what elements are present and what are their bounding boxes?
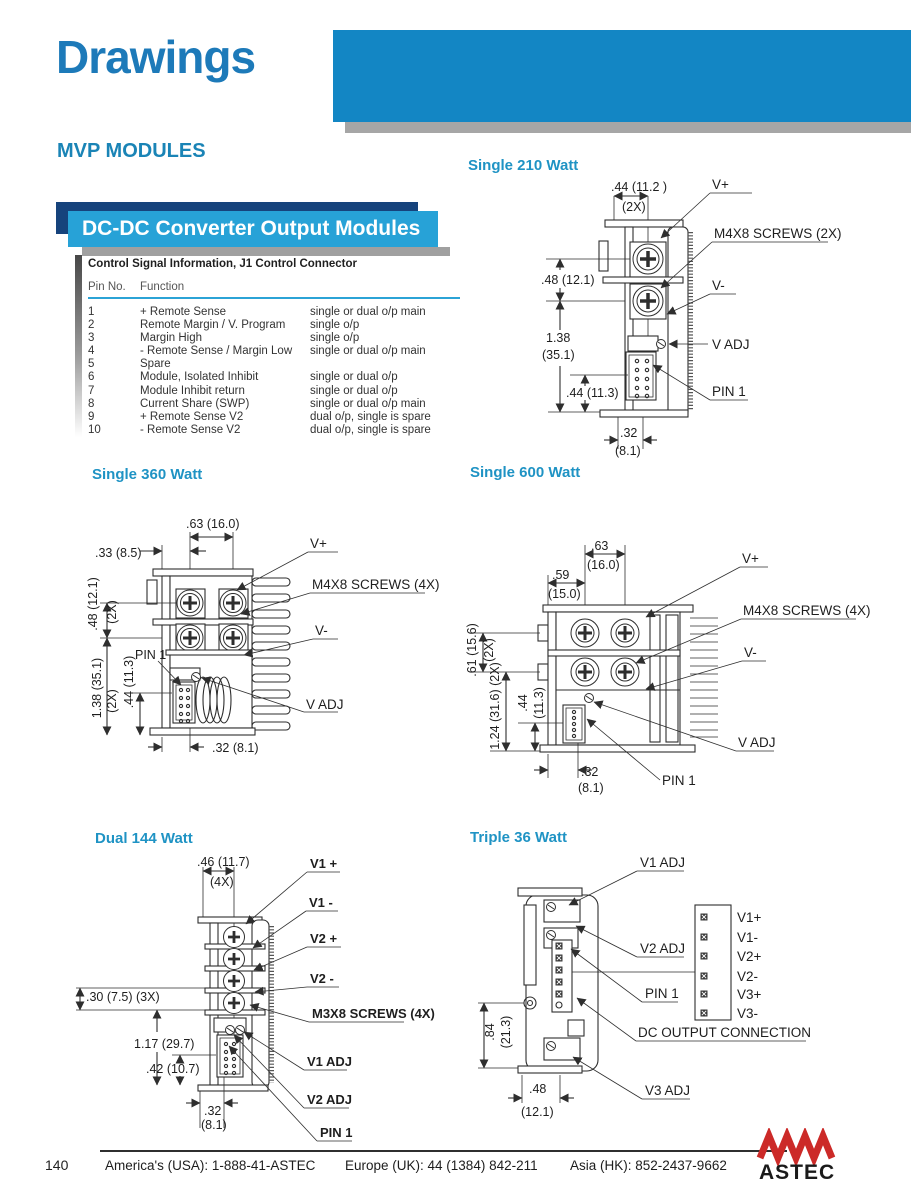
dim-138-2x: (2X) bbox=[105, 689, 119, 713]
pin-no: 5 bbox=[88, 358, 95, 371]
banner-shadow bbox=[82, 247, 450, 256]
pin-no: 6 bbox=[88, 371, 95, 384]
legend-v3plus: V3+ bbox=[737, 987, 762, 1002]
pin-note: single or dual o/p main bbox=[310, 397, 426, 410]
dim-351: (35.1) bbox=[542, 348, 575, 362]
callout-vminus: V- bbox=[712, 278, 725, 293]
callout-screws: M4X8 SCREWS (4X) bbox=[743, 603, 871, 618]
table-row bbox=[88, 345, 460, 358]
pin-function: - Remote Sense / Margin Low bbox=[140, 345, 293, 358]
callout-pin1: PIN 1 bbox=[135, 648, 167, 662]
dim-48-2x: (2X) bbox=[105, 600, 119, 624]
dim-124: 1.24 (31.6) (2X) bbox=[488, 662, 502, 750]
drawing-dual-144 bbox=[60, 853, 480, 1185]
pin-note: single or dual o/p main bbox=[310, 306, 426, 318]
callout-screws: M4X8 SCREWS (4X) bbox=[312, 577, 440, 592]
drawing-single-360 bbox=[60, 490, 460, 810]
astec-logo-mark bbox=[760, 1136, 832, 1158]
callout-vminus: V- bbox=[744, 645, 757, 660]
footer-contact-asia: Asia (HK): 852-2437-9662 bbox=[570, 1158, 727, 1173]
dim-46: .46 (11.7) bbox=[197, 855, 250, 869]
pin-no: 1 bbox=[88, 306, 95, 318]
astec-logo bbox=[752, 1128, 852, 1184]
table-header bbox=[88, 281, 460, 293]
table-spine-bar bbox=[75, 255, 82, 437]
legend-v1minus: V1- bbox=[737, 930, 759, 945]
legend-v2plus: V2+ bbox=[737, 949, 762, 964]
table-row bbox=[88, 319, 460, 332]
dim-213: (21.3) bbox=[499, 1015, 513, 1049]
pin-note: single or dual o/p main bbox=[310, 345, 426, 358]
dim-48: .48 bbox=[529, 1082, 547, 1096]
callout-pin1: PIN 1 bbox=[662, 773, 696, 788]
dim-138: 1.38 (35.1) bbox=[90, 657, 104, 719]
callout-vadj: V ADJ bbox=[306, 697, 344, 712]
dim-61: .61 (15.6) bbox=[465, 623, 479, 677]
table-row bbox=[88, 306, 460, 319]
callout-v3adj: V3 ADJ bbox=[645, 1083, 691, 1098]
footer-contact-europe: Europe (UK): 44 (1384) 842-211 bbox=[345, 1158, 538, 1173]
col-header-function: Function bbox=[140, 281, 185, 293]
page-number: 140 bbox=[45, 1157, 69, 1173]
drawing-single-210 bbox=[540, 160, 911, 470]
heading-triple-36: Triple 36 Watt bbox=[470, 829, 567, 846]
dim-81: (8.1) bbox=[578, 781, 604, 795]
callout-dc-output: DC OUTPUT CONNECTION bbox=[638, 1025, 812, 1040]
pin-note: single or dual o/p bbox=[310, 371, 398, 384]
pin-function: Spare bbox=[140, 358, 171, 371]
table-header-rule bbox=[88, 297, 460, 299]
dim-121: (12.1) bbox=[521, 1105, 554, 1119]
dim-32: .32 bbox=[620, 426, 638, 440]
table-row bbox=[88, 358, 460, 371]
table-row bbox=[88, 411, 460, 424]
dim-48-121: .48 (12.1) bbox=[541, 273, 595, 287]
table-row bbox=[88, 385, 460, 398]
callout-v2adj: V2 ADJ bbox=[307, 1092, 353, 1107]
callout-v2minus: V2 - bbox=[310, 971, 334, 986]
table-row bbox=[88, 332, 460, 345]
callout-pin1: PIN 1 bbox=[712, 384, 746, 399]
table-title: Control Signal Information, J1 Control Connector bbox=[88, 258, 357, 270]
dim-44: .44 bbox=[516, 694, 530, 712]
pin-no: 7 bbox=[88, 384, 95, 397]
pin-function: + Remote Sense V2 bbox=[140, 410, 244, 423]
pin-note: dual o/p, single is spare bbox=[310, 423, 431, 436]
callout-screws: M4X8 SCREWS (2X) bbox=[714, 226, 842, 241]
pin-note bbox=[310, 358, 460, 371]
heading-single-600: Single 600 Watt bbox=[470, 464, 581, 481]
pin-function: Margin High bbox=[140, 332, 202, 345]
callout-vplus: V+ bbox=[310, 536, 327, 551]
dim-61-2x: (2X) bbox=[482, 638, 496, 662]
dim-81: (8.1) bbox=[201, 1118, 227, 1132]
page-title: Drawings bbox=[56, 31, 256, 83]
pin-function: Current Share (SWP) bbox=[140, 397, 250, 410]
pin-no: 8 bbox=[88, 397, 95, 410]
dim-2x: (2X) bbox=[622, 200, 646, 214]
drawing-single-600 bbox=[460, 490, 911, 820]
dim-160: (16.0) bbox=[587, 558, 620, 572]
callout-vadj: V ADJ bbox=[712, 337, 750, 352]
col-header-pin: Pin No. bbox=[88, 281, 126, 293]
footer-contact-americas: America's (USA): 1-888-41-ASTEC bbox=[105, 1158, 316, 1173]
dim-30: .30 (7.5) (3X) bbox=[86, 990, 160, 1004]
dim-150: (15.0) bbox=[548, 587, 581, 601]
dim-117: 1.17 (29.7) bbox=[134, 1037, 195, 1051]
table-row bbox=[88, 371, 460, 384]
heading-dual-144: Dual 144 Watt bbox=[95, 830, 193, 847]
dim-81: (8.1) bbox=[615, 444, 641, 458]
pin-no: 3 bbox=[88, 332, 95, 345]
dim-84: .84 bbox=[483, 1023, 497, 1041]
callout-screws: M3X8 SCREWS (4X) bbox=[312, 1006, 435, 1021]
dim-138: 1.38 bbox=[546, 331, 571, 345]
callout-vminus: V- bbox=[315, 623, 328, 638]
banner-title: DC-DC Converter Output Modules bbox=[68, 211, 438, 247]
callout-pin1: PIN 1 bbox=[645, 986, 679, 1001]
top-accent-bar bbox=[333, 30, 911, 122]
legend-v2minus: V2- bbox=[737, 969, 759, 984]
dim-48: .48 (12.1) bbox=[86, 577, 100, 631]
table-row bbox=[88, 424, 460, 437]
pin-note: dual o/p, single is spare bbox=[310, 410, 431, 423]
dim-32: .32 bbox=[204, 1104, 222, 1118]
section-title: MVP MODULES bbox=[57, 140, 206, 162]
dim-63: .63 (16.0) bbox=[186, 517, 240, 531]
top-accent-bar-shadow bbox=[345, 122, 911, 133]
dim-113: (11.3) bbox=[532, 687, 546, 719]
dim-32: .32 (8.1) bbox=[212, 741, 259, 755]
pin-no: 9 bbox=[88, 410, 95, 423]
pin-note: single or dual o/p bbox=[310, 384, 398, 397]
table-row bbox=[88, 398, 460, 411]
callout-vplus: V+ bbox=[742, 551, 759, 566]
callout-v2plus: V2 + bbox=[310, 931, 338, 946]
legend-v1plus: V1+ bbox=[737, 910, 762, 925]
dim-42: .42 (10.7) bbox=[146, 1062, 200, 1076]
astec-logo-text: ASTEC bbox=[759, 1161, 836, 1184]
footer-rule bbox=[100, 1150, 787, 1152]
callout-v2adj: V2 ADJ bbox=[640, 941, 686, 956]
dim-44-113: .44 (11.3) bbox=[566, 386, 619, 400]
callout-vplus: V+ bbox=[712, 177, 729, 192]
callout-pin1: PIN 1 bbox=[320, 1125, 353, 1140]
pin-function: - Remote Sense V2 bbox=[140, 423, 241, 436]
pin-no: 10 bbox=[88, 423, 101, 436]
pin-no: 2 bbox=[88, 319, 95, 332]
pin-note: single o/p bbox=[310, 332, 360, 345]
heading-single-210: Single 210 Watt bbox=[468, 157, 579, 174]
callout-v1adj: V1 ADJ bbox=[307, 1054, 353, 1069]
callout-vadj: V ADJ bbox=[738, 735, 776, 750]
pin-function: Module, Isolated Inhibit bbox=[140, 371, 259, 384]
dim-46-4x: (4X) bbox=[210, 875, 234, 889]
pin-note: single o/p bbox=[310, 319, 360, 332]
pin-table bbox=[88, 258, 460, 437]
callout-v1plus: V1 + bbox=[310, 856, 338, 871]
dim-33: .33 (8.5) bbox=[95, 546, 142, 560]
dim-59: .59 bbox=[552, 568, 570, 582]
pin-function: Remote Margin / V. Program bbox=[140, 319, 286, 332]
dim-32: .32 bbox=[581, 765, 599, 779]
dim-63: .63 bbox=[591, 539, 609, 553]
callout-v1minus: V1 - bbox=[309, 895, 333, 910]
dim-44: .44 (11.3) bbox=[122, 655, 136, 709]
heading-single-360: Single 360 Watt bbox=[92, 466, 203, 483]
pin-function: + Remote Sense bbox=[140, 306, 226, 318]
dim-44-112: .44 (11.2 ) bbox=[611, 180, 668, 194]
legend-v3minus: V3- bbox=[737, 1006, 759, 1021]
callout-v1adj: V1 ADJ bbox=[640, 855, 686, 870]
pin-function: Module Inhibit return bbox=[140, 384, 245, 397]
pin-no: 4 bbox=[88, 345, 95, 358]
